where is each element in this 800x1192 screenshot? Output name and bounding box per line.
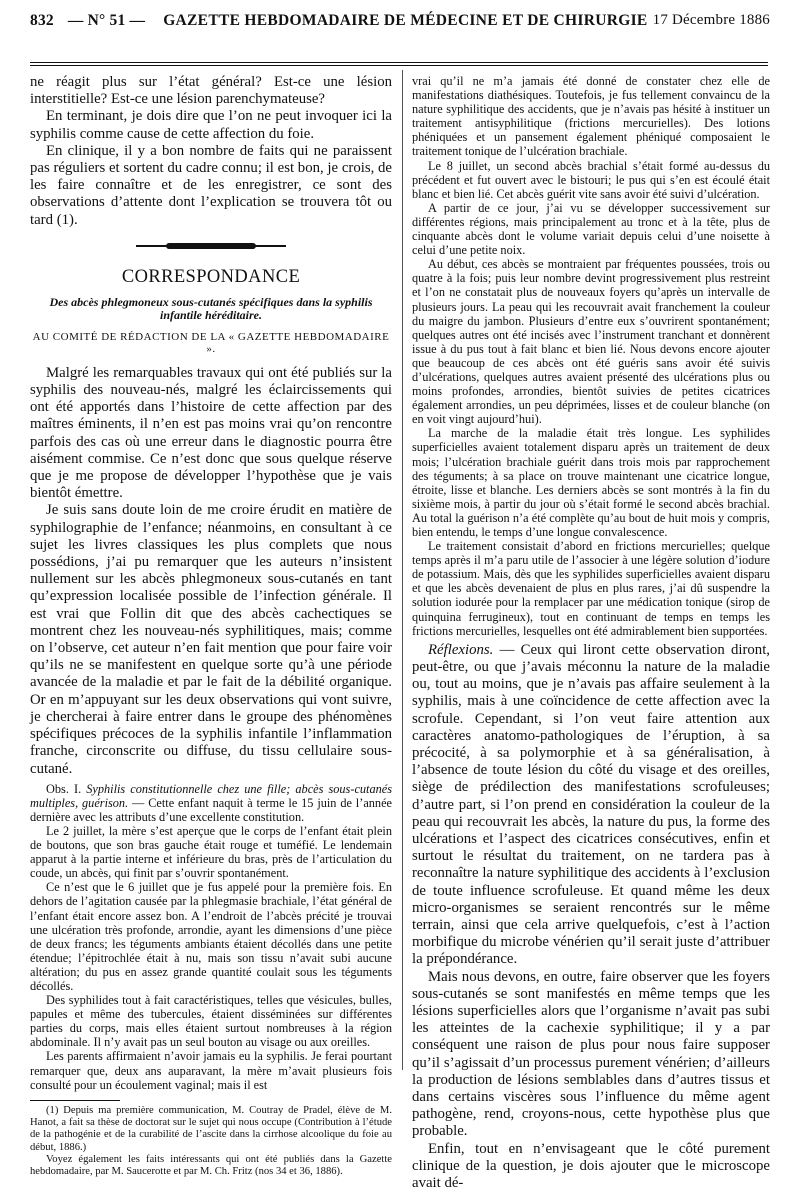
body-paragraph: Mais nous devons, en outre, faire observer que les foyers sous-cutanés se sont manifestés en même temps que les lésions superficielles alors que l’organisme n’avait pas subi les atteintes de la cachexie syphilitique; il y a par conséquent une raison de plus pour nous faire supposer qu’il s’agissait d’un processus purement vénérien; d’ailleurs la production de lésions semblables dans d’autres tissus et dans certains viscères sous l’influence du même agent pathogène, rend, croyons-nous, cette hypothèse plus que probable.: [412, 968, 770, 1140]
observation-paragraph: Le traitement consistait d’abord en frictions mercurielles; quelque temps après il m’a paru utile de l’associer à une légère solution d’iodure de potassium. Mais, dès que les syphilides superficielles avaient disparu et que les abcès devenaient de plus en plus rares, j’ai dû suspendre la solution iodurée pour la remplacer par une médication tonique (sirop de quinquina ferrugineux), tout en continuant de temps en temps les frictions mercurielles, lesquelles ont été admirablement bien supportées.: [412, 539, 770, 638]
journal-title: GAZETTE HEBDOMADAIRE DE MÉDECINE ET DE CHIRURGIE: [163, 12, 648, 29]
page-number: 832: [30, 12, 54, 29]
observation-paragraph: La marche de la maladie était très longue. Les syphilides superficielles avaient totalement disparu après un traitement de deux mois; l’ulcération brachiale guérit dans trois mois par rapprochement des téguments; à sa place on trouve maintenant une cicatrice longue, étroite, lisse et blanche. Les derniers abcès se sont montrés à la fin du sixième mois, à partir du jour où s’était formé le second abcès brachial. Au total la guérison n’a été complète qu’au bout de huit mois y compris, bien entendu, le temps d’une longue convalescence.: [412, 426, 770, 539]
observation-paragraph: [30, 782, 392, 824]
observation-title: Syphilis constitutionnelle chez une fille; abcès sous-cutanés multiples, guérison.: [30, 781, 393, 810]
left-column: [30, 74, 392, 1179]
observation-label: Obs. I.: [46, 781, 82, 796]
footnote: (1) Depuis ma première communication, M. Coutray de Pradel, élève de M. Hanot, a fait sa thèse de doctorat sur le sujet qui nous occupe (Contribution à l’étude de la pathogénie et de la curabilité de l’ascite dans la cirrhose alcoolique du foie au début, 1886.): [30, 1104, 392, 1153]
issue-date: 17 Décembre 1886: [652, 12, 770, 28]
observation-paragraph: Le 2 juillet, la mère s’est aperçue que le corps de l’enfant était plein de boutons, que son bras gauche était rouge et tuméfié. Le lendemain apparut à la partie interne et inférieure du bras, près de l’articulation du coude, un abcès, qui finit par s’ouvrir spontanément.: [30, 823, 392, 881]
observation-paragraph: Les parents affirmaient n’avoir jamais eu la syphilis. Je ferai pourtant remarquer que, deux ans auparavant, la mère m’avait plusieurs fois consulté pour un écoulement vaginal; mais il est: [30, 1049, 392, 1092]
footnote-rule: [30, 1100, 120, 1101]
letter-addressee: AU COMITÉ DE RÉDACTION DE LA « GAZETTE HEBDOMADAIRE ».: [32, 330, 390, 355]
column-divider: [402, 70, 403, 1070]
observation-paragraph: A partir de ce jour, j’ai vu se développer successivement sur différentes régions, mais principalement au tronc et à la tête, plus de cinquante abcès dont le volume variait depuis celui d’une noisette à celui d’une petite noix.: [412, 200, 770, 258]
page-header: [30, 12, 770, 48]
observation-paragraph: Des syphilides tout à fait caractéristiques, telles que vésicules, bulles, papules et même des tubercules, étaient disséminées sur différentes parties du corps, mais elles étaient surtout nombreuses à la région abdominale. Il n’y avait pas un seul bouton au visage ou aux oreilles.: [30, 993, 392, 1050]
letter-paragraph: Malgré les remarquables travaux qui ont été publiés sur la syphilis des nouveau-nés, malgré les éclaircissements qui ont été apportés dans l’histoire de cette affection par des maîtres éminents, il n’en est pas moins vrai qu’on rencontre parfois des cas où une erreur dans le diagnostic pourra être aisément commise. Ce n’est donc que sous quelque réserve que je me propose de développer l’hypothèse que je vais bientôt émettre.: [30, 364, 392, 502]
observation-paragraph: Le 8 juillet, un second abcès brachial s’était formé au-dessus du précédent et fut ouvert avec le bistouri; le pus qui s’en est écoulé était blanc et bien lié. Cet abcès guérit vite sans avoir été suivi d’ulcération.: [412, 158, 770, 201]
section-title: CORRESPONDANCE: [121, 266, 301, 287]
intro-paragraph: En clinique, il y a bon nombre de faits qui ne paraissent pas réguliers et sortent du cadre connu; il est bon, je crois, de les faire connaître et de les enregistrer, ce sont des observations d’attente dont l’explication se trouvera tôt ou tard (1).: [30, 142, 392, 228]
observation-intro: — Cette enfant naquit à terme le 15 juin de l’année dernière avec les attributs d’une excellente constitution.: [30, 795, 392, 824]
letter-subtitle: Des abcès phlegmoneux sous-cutanés spécifiques dans la syphilis infantile héréditaire.: [49, 294, 373, 323]
letter-paragraph: Je suis sans doute loin de me croire érudit en matière de syphilographie de l’enfance; néanmoins, en consultant à ce sujet les livres classiques les plus complets que nous possédions, j’ai pu remarquer que les auteurs n’insistent nullement sur les abcès phlegmoneux sous-cutanés en tant qu’expression localisée possible de l’infection générale. Il est vrai que Follin dit que des abcès cachectiques se montrent chez les nouveau-nés syphilitiques, mais; comme on l’observe, cet auteur n’en fait mention que pour faire voir qu’ils ne se manifestent en quelque sorte qu’à une période avancée de la maladie et par le fait de la débilité organique. Or en m’appuyant sur les deux observations qui vont suivre, je chercherai à faire entrer dans le groupe des phénomènes spécifiques précoces de la syphilis infantile l’inflammation franche, circonscrite ou diffuse, du tissu cellulaire sous-cutané.: [30, 502, 392, 777]
header-rule: [30, 62, 768, 63]
reflexions-paragraph: [412, 642, 770, 969]
header-rule-thin: [30, 65, 768, 66]
reflexions-label: Réflexions.: [428, 641, 494, 658]
intro-paragraph: ne réagit plus sur l’état général? Est-ce une lésion interstitielle? Est-ce une lésion parenchymateuse?: [30, 74, 392, 108]
observation-paragraph: vrai qu’il ne m’a jamais été donné de constater chez elle de manifestations diathésiques. Toutefois, je fus tellement convaincu de la nature syphilitique des accidents, que je n’avais pas hésité à instituer un traitement antisyphilitique (frictions mercurielles). Des lotions phéniquées et un pansement également phéniqué composaient le traitement tonique de l’ulcération brachiale.: [412, 74, 770, 159]
intro-paragraph: En terminant, je dois dire que l’on ne peut invoquer ici la syphilis comme cause de cette affection du foie.: [30, 108, 392, 142]
observation-paragraph: Au début, ces abcès se montraient par fréquentes poussées, trois ou quatre à la fois; puis leur nombre devint progressivement plus restreint et l’on ne constatait plus de nouveaux foyers qu’après un intervalle de plusieurs jours. La peau qui les recouvrait avait franchement la couleur du maigre du jambon. Plusieurs d’entre eux s’ouvrirent spontanément; quelques autres ont été incisés avec l’instrument tranchant et donnèrent issue à du pus tout à fait blanc et bien lié. Nous devons encore ajouter que beaucoup de ces abcès ont été guéris sans avoir été suivis d’ulcérations, quelques autres avaient présenté des ulcérations plus ou moins profondes, arrondies, bientôt suivies de petites cicatrices également arrondies, un peu déprimées, lisses et de couleur blanche (on en voit vingt aujourd’hui).: [412, 257, 770, 427]
footnote: Voyez également les faits intéressants qui ont été publiés dans la Gazette hebdomadaire, par M. Saucerotte et par M. Ch. Fritz (nos 34 et 36, 1886).: [30, 1153, 392, 1178]
observation-paragraph: Ce n’est que le 6 juillet que je fus appelé pour la première fois. En dehors de l’agitation causée par la phlegmasie brachiale, l’état général de l’enfant était encore assez bon. A l’endroit de l’abcès précité je trouvai une ulcération très profonde, arrondie, ayant les dimensions d’une pièce de deux francs; les téguments ambiants étaient décollés dans une petite étendue; l’épitrochlée était à nu, mais son tissu n’avait subi aucune altération; du pus en assez grande quantité coulait sous les téguments décollés.: [30, 880, 392, 994]
reflexions-text: — Ceux qui liront cette observation diront, peut-être, ou que j’avais méconnu la nature de la maladie ou, tout au moins, que je n’avais pas affaire seulement à la syphilis, mais à une coïncidence de cette affection avec la scrofule. Cependant, si l’on veut faire attention aux caractères anatomo-pathologiques de l’éruption, à sa précocité, à sa polymorphie et à sa généralisation, à l’absence de toute lésion du côté du visage et des oreilles, siège de prédilection des manifestations scrofuleuses; d’autre part, si l’on prend en considération la couleur de la peau qui recouvrait les abcès, la nature du pus, la forme des ulcérations et l’aspect des cicatrices consécutives, enfin et surtout le résultat du traitement, on ne tardera pas à reconnaître la nature syphilitique des accidents à l’exclusion de toute influence scrofuleuse. Et quand même les deux micro-organismes se seraient rencontrés sur le même terrain, ainsi que cela arrive quelquefois, c’est à l’action morbifique du microbe vénérien qu’il serait juste d’attribuer la prépondérance.: [412, 641, 771, 968]
section-ornament: [136, 243, 286, 249]
right-column: [412, 74, 770, 1192]
body-paragraph: Enfin, tout en n’envisageant que le côté purement clinique de la question, je dois ajouter que le microscope avait dé-: [412, 1140, 770, 1192]
issue-number: — N° 51 —: [67, 12, 146, 29]
